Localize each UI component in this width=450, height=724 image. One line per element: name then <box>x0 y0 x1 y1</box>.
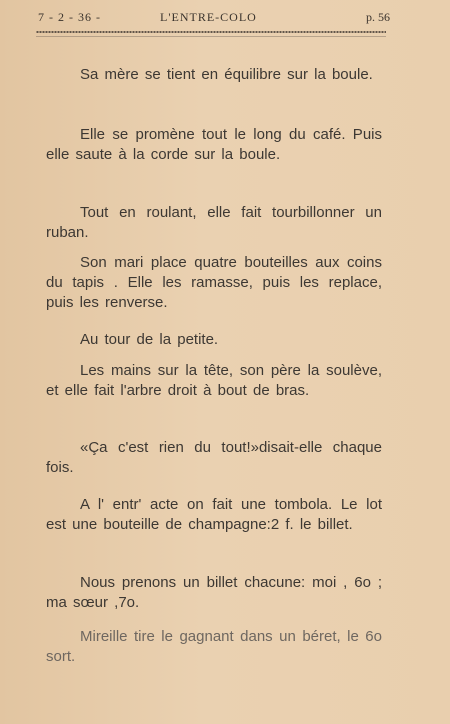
header-date: 7 - 2 - 36 - <box>38 10 101 24</box>
paragraph-2: Elle se promène tout le long du café. Puis elle saute à la corde sur la boule. <box>46 126 382 163</box>
paragraph-6: Les mains sur la tête, son père la soulève, et elle fait l'arbre droit à bout de bras. <box>46 362 382 399</box>
paragraph-3: Tout en roulant, elle fait tourbillonner un ruban. <box>46 204 382 241</box>
paragraph-9: Nous prenons un billet chacune: moi , 6o ; ma sœur ,7o. <box>46 574 382 611</box>
paragraph-8: A l' entr' acte on fait une tombola. Le lot est une bouteille de champagne:2 f. le billet. <box>46 496 382 533</box>
paragraph-10: Mireille tire le gagnant dans un béret, le 6o sort. <box>46 628 382 665</box>
header-title: L'ENTRE-COLO <box>160 10 257 24</box>
paragraph-7: «Ça c'est rien du tout!»disait-elle chaque fois. <box>46 439 382 476</box>
paragraph-1: Sa mère se tient en équilibre sur la boule. <box>80 66 373 83</box>
header-dotted-rule <box>36 30 386 35</box>
header-page-number: p. 56 <box>366 10 390 24</box>
paragraph-4: Son mari place quatre bouteilles aux coins du tapis . Elle les ramasse, puis les replace, puis les renverse. <box>46 254 382 311</box>
paragraph-5: Au tour de la petite. <box>80 331 219 348</box>
header-underline <box>36 36 386 37</box>
page-header <box>38 10 390 26</box>
